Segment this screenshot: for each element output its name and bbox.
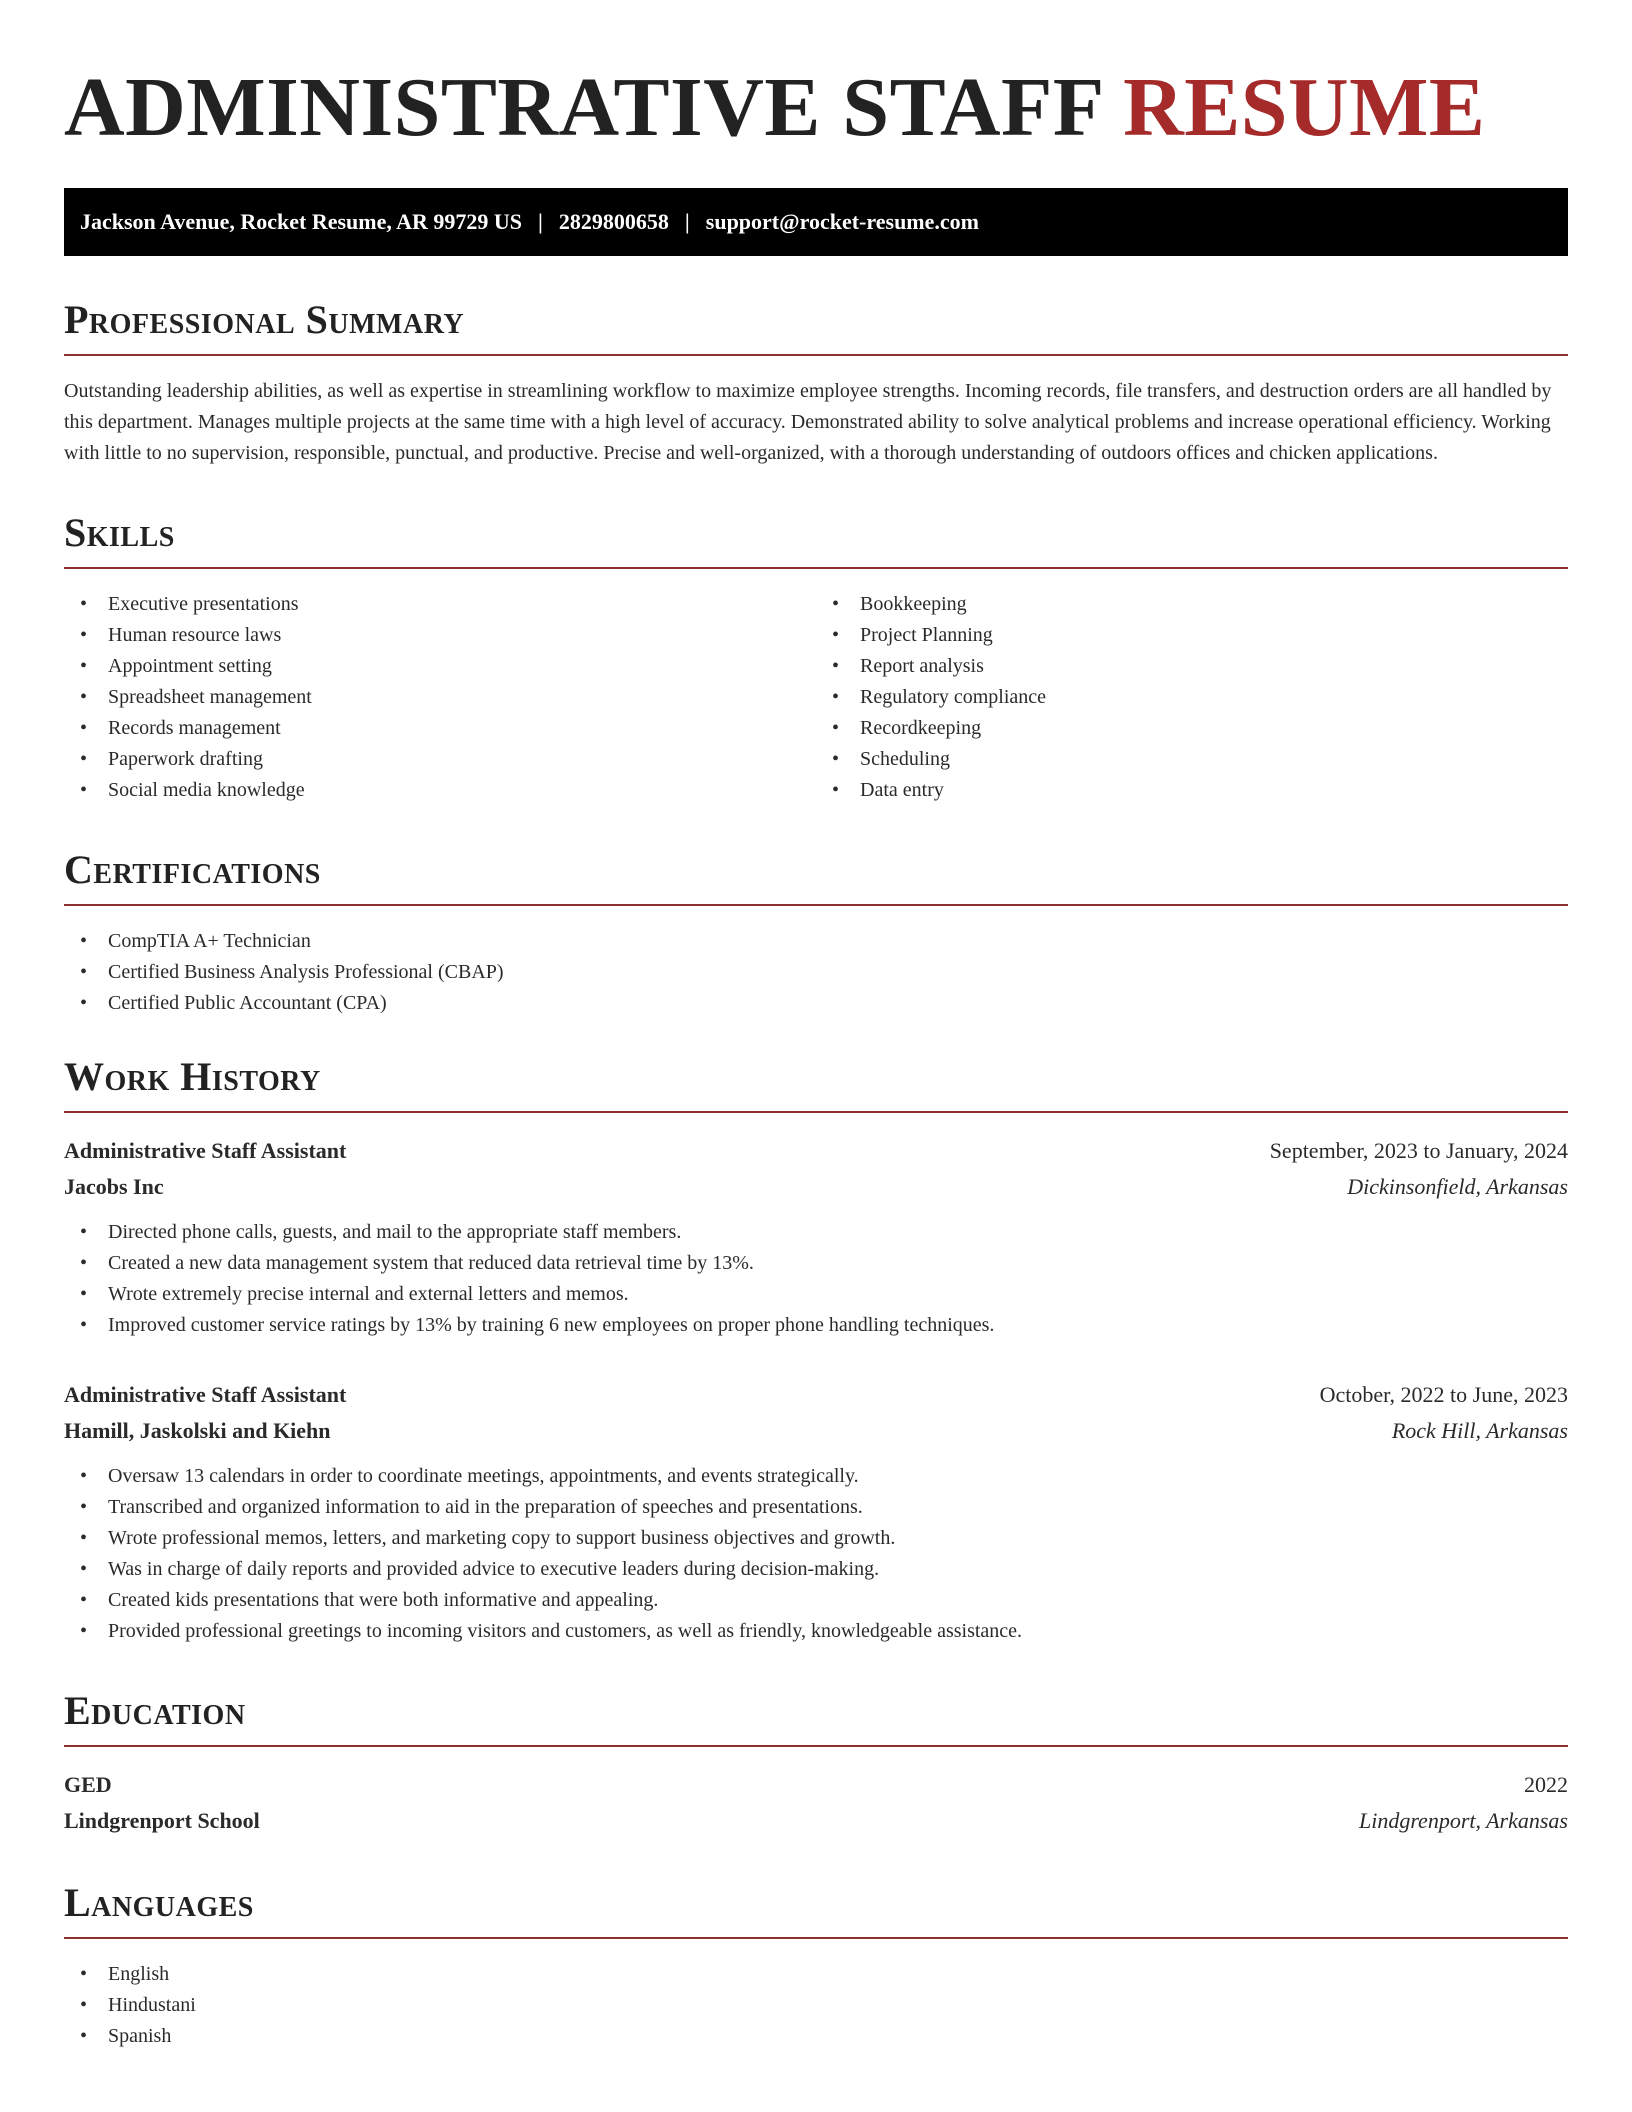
job-bullet: • Created a new data management system that reduced data retrieval time by 13%. (64, 1248, 1568, 1279)
section-title-summary: Professional Summary (64, 300, 1568, 356)
education-year: 2022 (1524, 1772, 1568, 1797)
contact-separator: | (684, 209, 690, 234)
summary-section (64, 297, 1568, 469)
section-title-languages: Languages (64, 1883, 1568, 1939)
title-main: ADMINISTRATIVE STAFF (64, 61, 1102, 154)
skills-section (64, 510, 1568, 806)
job-role: Administrative Staff Assistant (64, 1382, 347, 1407)
job-bullet: • Wrote professional memos, letters, and marketing copy to support business objectives and growth. (64, 1523, 1568, 1554)
certification-item: • CompTIA A+ Technician (64, 926, 1568, 957)
section-title-skills: Skills (64, 513, 1568, 569)
skill-item: • Project Planning (816, 620, 1568, 651)
resume-title (64, 61, 1568, 154)
job-entry (64, 1133, 1568, 1341)
job-bullet: • Was in charge of daily reports and provided advice to executive leaders during decision-making. (64, 1554, 1568, 1585)
job-bullet: • Directed phone calls, guests, and mail to the appropriate staff members. (64, 1217, 1568, 1248)
skill-item: • Records management (64, 713, 816, 744)
education-school: Lindgrenport School (64, 1808, 260, 1833)
skill-item: • Executive presentations (64, 589, 816, 620)
skill-item: • Recordkeeping (816, 713, 1568, 744)
job-entry (64, 1377, 1568, 1647)
job-dates: October, 2022 to June, 2023 (1319, 1382, 1568, 1407)
work-history-section (64, 1054, 1568, 1647)
education-degree: GED (64, 1772, 112, 1797)
certification-item: • Certified Public Accountant (CPA) (64, 988, 1568, 1019)
language-item: • English (64, 1959, 1568, 1990)
job-bullet: • Transcribed and organized information to aid in the preparation of speeches and presentations. (64, 1492, 1568, 1523)
skill-item: • Scheduling (816, 744, 1568, 775)
skill-item: • Regulatory compliance (816, 682, 1568, 713)
languages-section (64, 1880, 1568, 2052)
contact-phone[interactable]: 2829800658 (558, 209, 669, 234)
job-bullet: • Improved customer service ratings by 13% by training 6 new employees on proper phone handling techniques. (64, 1310, 1568, 1341)
job-bullet: • Created kids presentations that were both informative and appealing. (64, 1585, 1568, 1616)
contact-address: Jackson Avenue, Rocket Resume, AR 99729 US (80, 209, 523, 234)
job-role: Administrative Staff Assistant (64, 1138, 347, 1163)
language-item: • Hindustani (64, 1990, 1568, 2021)
language-item: • Spanish (64, 2021, 1568, 2052)
job-bullet: • Oversaw 13 calendars in order to coordinate meetings, appointments, and events strategically. (64, 1461, 1568, 1492)
education-section (64, 1688, 1568, 1839)
skill-item: • Human resource laws (64, 620, 816, 651)
education-location: Lindgrenport, Arkansas (1358, 1808, 1568, 1833)
contact-separator: | (538, 209, 543, 234)
job-dates: September, 2023 to January, 2024 (1269, 1138, 1568, 1163)
section-title-education: Education (64, 1691, 1568, 1747)
job-location: Rock Hill, Arkansas (1391, 1418, 1568, 1443)
skill-item: • Spreadsheet management (64, 682, 816, 713)
skill-item: • Social media knowledge (64, 775, 816, 806)
summary-text: Outstanding leadership abilities, as well as expertise in streamlining workflow to maximize employee strengths. Incoming records, file transfers, and destruction orders are all handled by this department. Manages multiple projects at the same time with a high level of accuracy. Demonstrated ability to solve analytical problems and increase operational efficiency. Working with little to no supervision, responsible, punctual, and productive. Precise and well-organized, with a thorough understanding of outdoors offices and chicken applications. (64, 380, 1552, 464)
skills-column-right (816, 589, 1568, 806)
job-location: Dickinsonfield, Arkansas (1347, 1174, 1568, 1199)
contact-email[interactable]: support@rocket-resume.com (705, 209, 979, 234)
section-title-certifications: Certifications (64, 850, 1568, 906)
skill-item: • Appointment setting (64, 651, 816, 682)
certification-item: • Certified Business Analysis Professional (CBAP) (64, 957, 1568, 988)
job-company: Jacobs Inc (64, 1174, 164, 1199)
skill-item: • Data entry (816, 775, 1568, 806)
skill-item: • Report analysis (816, 651, 1568, 682)
job-bullet: • Wrote extremely precise internal and external letters and memos. (64, 1279, 1568, 1310)
skill-item: • Paperwork drafting (64, 744, 816, 775)
title-accent: RESUME (1123, 61, 1486, 154)
job-company: Hamill, Jaskolski and Kiehn (64, 1418, 331, 1443)
contact-bar (64, 188, 1568, 256)
skills-column-left (64, 589, 816, 806)
section-title-work-history: Work History (64, 1057, 1568, 1113)
certifications-section (64, 847, 1568, 1019)
job-bullet: • Provided professional greetings to incoming visitors and customers, as well as friendly, knowledgeable assistance. (64, 1616, 1568, 1647)
skill-item: • Bookkeeping (816, 589, 1568, 620)
